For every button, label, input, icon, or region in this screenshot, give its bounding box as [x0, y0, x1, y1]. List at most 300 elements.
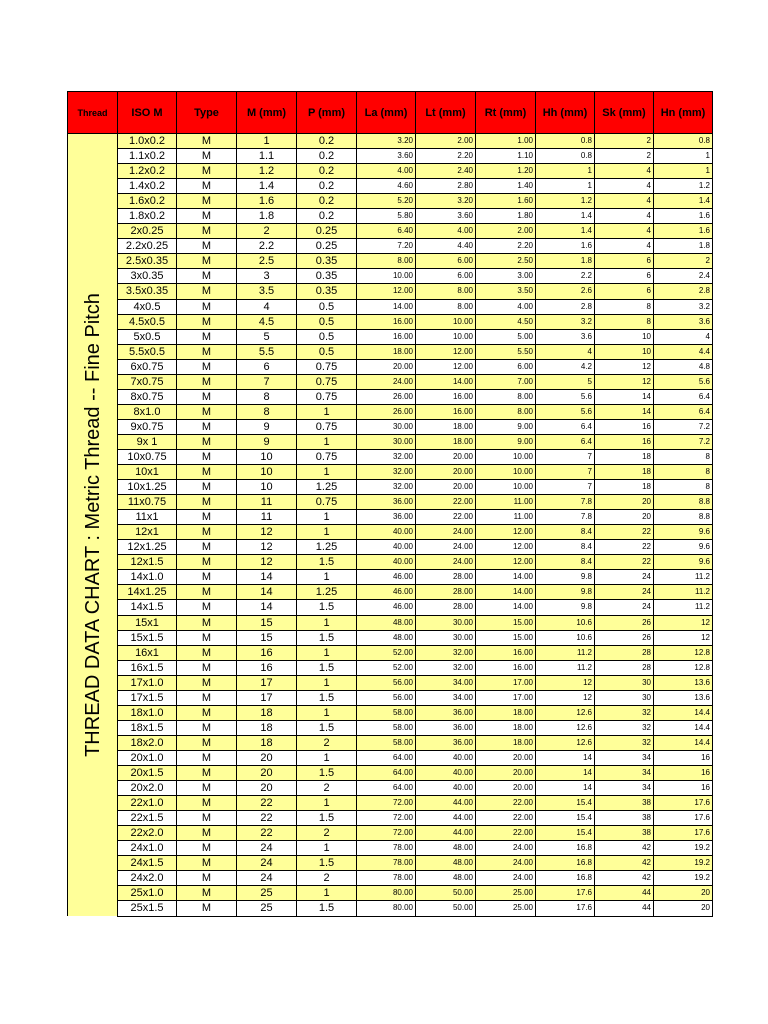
cell-la-mm: 12.00 [357, 284, 416, 299]
cell-type: M [177, 781, 237, 796]
table-row [68, 615, 713, 630]
cell-p-mm: 0.5 [297, 329, 357, 344]
cell-lt-mm: 50.00 [416, 901, 476, 916]
thread-data-table [67, 91, 713, 917]
cell-type: M [177, 645, 237, 660]
cell-m-mm: 20 [237, 781, 297, 796]
cell-la-mm: 14.00 [357, 299, 416, 314]
cell-p-mm: 1 [297, 796, 357, 811]
cell-hh-mm: 1.2 [536, 194, 595, 209]
cell-hn-mm: 14.4 [654, 735, 713, 750]
cell-type: M [177, 434, 237, 449]
cell-rt-mm: 2.00 [476, 224, 536, 239]
cell-sk-mm: 2 [595, 149, 654, 164]
cell-iso-m: 1.6x0.2 [118, 194, 177, 209]
cell-iso-m: 3.5x0.35 [118, 284, 177, 299]
cell-iso-m: 14x1.5 [118, 600, 177, 615]
cell-iso-m: 24x1.5 [118, 856, 177, 871]
header-thread: Thread [68, 92, 118, 134]
cell-type: M [177, 164, 237, 179]
cell-hh-mm: 2.8 [536, 299, 595, 314]
cell-hn-mm: 4.8 [654, 359, 713, 374]
cell-m-mm: 3.5 [237, 284, 297, 299]
cell-rt-mm: 12.00 [476, 525, 536, 540]
cell-rt-mm: 15.00 [476, 615, 536, 630]
table-row [68, 811, 713, 826]
cell-hn-mm: 9.6 [654, 555, 713, 570]
cell-hn-mm: 19.2 [654, 856, 713, 871]
cell-lt-mm: 24.00 [416, 555, 476, 570]
table-row [68, 585, 713, 600]
cell-p-mm: 1 [297, 841, 357, 856]
cell-lt-mm: 20.00 [416, 449, 476, 464]
cell-p-mm: 1.5 [297, 555, 357, 570]
cell-m-mm: 22 [237, 826, 297, 841]
cell-sk-mm: 30 [595, 675, 654, 690]
cell-sk-mm: 14 [595, 389, 654, 404]
cell-sk-mm: 42 [595, 871, 654, 886]
cell-hn-mm: 19.2 [654, 841, 713, 856]
table-row [68, 765, 713, 780]
table-row [68, 660, 713, 675]
cell-iso-m: 1.8x0.2 [118, 209, 177, 224]
cell-lt-mm: 36.00 [416, 705, 476, 720]
cell-type: M [177, 449, 237, 464]
cell-sk-mm: 4 [595, 209, 654, 224]
cell-type: M [177, 630, 237, 645]
cell-p-mm: 0.5 [297, 344, 357, 359]
cell-m-mm: 10 [237, 465, 297, 480]
cell-la-mm: 30.00 [357, 434, 416, 449]
cell-rt-mm: 10.00 [476, 465, 536, 480]
cell-rt-mm: 24.00 [476, 841, 536, 856]
cell-lt-mm: 34.00 [416, 675, 476, 690]
cell-la-mm: 72.00 [357, 811, 416, 826]
cell-hh-mm: 15.4 [536, 796, 595, 811]
cell-iso-m: 25x1.5 [118, 901, 177, 916]
cell-rt-mm: 25.00 [476, 901, 536, 916]
cell-la-mm: 4.60 [357, 179, 416, 194]
cell-iso-m: 6x0.75 [118, 359, 177, 374]
table-row [68, 284, 713, 299]
cell-type: M [177, 901, 237, 916]
cell-hh-mm: 10.6 [536, 630, 595, 645]
cell-hn-mm: 11.2 [654, 570, 713, 585]
cell-hn-mm: 8 [654, 465, 713, 480]
cell-rt-mm: 12.00 [476, 540, 536, 555]
cell-type: M [177, 209, 237, 224]
cell-hh-mm: 2.2 [536, 269, 595, 284]
cell-iso-m: 15x1 [118, 615, 177, 630]
cell-iso-m: 2.2x0.25 [118, 239, 177, 254]
cell-hn-mm: 14.4 [654, 705, 713, 720]
cell-hn-mm: 8 [654, 449, 713, 464]
cell-iso-m: 16x1.5 [118, 660, 177, 675]
cell-sk-mm: 16 [595, 419, 654, 434]
cell-lt-mm: 18.00 [416, 434, 476, 449]
cell-la-mm: 72.00 [357, 796, 416, 811]
cell-p-mm: 1 [297, 570, 357, 585]
cell-type: M [177, 224, 237, 239]
cell-sk-mm: 4 [595, 164, 654, 179]
cell-iso-m: 1.1x0.2 [118, 149, 177, 164]
cell-lt-mm: 12.00 [416, 359, 476, 374]
cell-p-mm: 1 [297, 434, 357, 449]
cell-iso-m: 15x1.5 [118, 630, 177, 645]
cell-hh-mm: 5 [536, 374, 595, 389]
cell-iso-m: 2x0.25 [118, 224, 177, 239]
cell-iso-m: 22x2.0 [118, 826, 177, 841]
cell-p-mm: 0.5 [297, 314, 357, 329]
cell-type: M [177, 510, 237, 525]
cell-rt-mm: 5.00 [476, 329, 536, 344]
cell-type: M [177, 720, 237, 735]
cell-m-mm: 16 [237, 645, 297, 660]
cell-hn-mm: 1.4 [654, 194, 713, 209]
cell-hh-mm: 14 [536, 781, 595, 796]
cell-hh-mm: 9.8 [536, 600, 595, 615]
table-row [68, 269, 713, 284]
cell-sk-mm: 34 [595, 781, 654, 796]
cell-p-mm: 1.5 [297, 630, 357, 645]
cell-type: M [177, 690, 237, 705]
cell-lt-mm: 28.00 [416, 600, 476, 615]
cell-m-mm: 1.2 [237, 164, 297, 179]
cell-hn-mm: 12.8 [654, 660, 713, 675]
cell-iso-m: 3x0.35 [118, 269, 177, 284]
cell-rt-mm: 4.00 [476, 299, 536, 314]
table-row [68, 389, 713, 404]
cell-p-mm: 1 [297, 510, 357, 525]
cell-hn-mm: 3.6 [654, 314, 713, 329]
cell-m-mm: 16 [237, 660, 297, 675]
cell-rt-mm: 1.20 [476, 164, 536, 179]
cell-hh-mm: 8.4 [536, 540, 595, 555]
cell-hh-mm: 6.4 [536, 419, 595, 434]
cell-m-mm: 5 [237, 329, 297, 344]
cell-sk-mm: 42 [595, 856, 654, 871]
table-row [68, 510, 713, 525]
cell-hn-mm: 7.2 [654, 434, 713, 449]
cell-rt-mm: 5.50 [476, 344, 536, 359]
cell-m-mm: 11 [237, 510, 297, 525]
cell-hn-mm: 19.2 [654, 871, 713, 886]
cell-rt-mm: 20.00 [476, 750, 536, 765]
table-row [68, 841, 713, 856]
table-row [68, 374, 713, 389]
cell-hh-mm: 5.6 [536, 404, 595, 419]
cell-hh-mm: 7 [536, 465, 595, 480]
cell-rt-mm: 10.00 [476, 449, 536, 464]
cell-p-mm: 0.75 [297, 389, 357, 404]
cell-rt-mm: 1.80 [476, 209, 536, 224]
cell-type: M [177, 419, 237, 434]
cell-type: M [177, 675, 237, 690]
cell-sk-mm: 4 [595, 179, 654, 194]
cell-la-mm: 46.00 [357, 570, 416, 585]
cell-lt-mm: 2.40 [416, 164, 476, 179]
cell-la-mm: 46.00 [357, 600, 416, 615]
cell-iso-m: 1.2x0.2 [118, 164, 177, 179]
cell-type: M [177, 149, 237, 164]
header-p-mm: P (mm) [297, 92, 357, 134]
cell-rt-mm: 14.00 [476, 600, 536, 615]
cell-p-mm: 0.25 [297, 224, 357, 239]
cell-la-mm: 16.00 [357, 329, 416, 344]
cell-p-mm: 1.5 [297, 690, 357, 705]
cell-sk-mm: 32 [595, 705, 654, 720]
cell-rt-mm: 3.00 [476, 269, 536, 284]
cell-la-mm: 5.20 [357, 194, 416, 209]
cell-lt-mm: 34.00 [416, 690, 476, 705]
cell-m-mm: 4.5 [237, 314, 297, 329]
cell-p-mm: 1.5 [297, 600, 357, 615]
cell-la-mm: 52.00 [357, 645, 416, 660]
cell-rt-mm: 15.00 [476, 630, 536, 645]
cell-iso-m: 22x1.0 [118, 796, 177, 811]
cell-type: M [177, 525, 237, 540]
cell-hh-mm: 5.6 [536, 389, 595, 404]
cell-lt-mm: 16.00 [416, 389, 476, 404]
cell-hn-mm: 11.2 [654, 585, 713, 600]
cell-lt-mm: 20.00 [416, 465, 476, 480]
cell-la-mm: 72.00 [357, 826, 416, 841]
cell-type: M [177, 194, 237, 209]
cell-m-mm: 20 [237, 750, 297, 765]
table-row [68, 134, 713, 149]
cell-m-mm: 8 [237, 389, 297, 404]
cell-la-mm: 18.00 [357, 344, 416, 359]
cell-m-mm: 14 [237, 585, 297, 600]
cell-lt-mm: 22.00 [416, 510, 476, 525]
cell-lt-mm: 2.00 [416, 134, 476, 149]
cell-iso-m: 4x0.5 [118, 299, 177, 314]
cell-iso-m: 11x0.75 [118, 495, 177, 510]
cell-p-mm: 1 [297, 465, 357, 480]
cell-sk-mm: 6 [595, 269, 654, 284]
cell-la-mm: 26.00 [357, 389, 416, 404]
cell-la-mm: 3.20 [357, 134, 416, 149]
cell-m-mm: 10 [237, 480, 297, 495]
cell-sk-mm: 16 [595, 434, 654, 449]
cell-hn-mm: 4 [654, 329, 713, 344]
cell-lt-mm: 30.00 [416, 615, 476, 630]
cell-iso-m: 11x1 [118, 510, 177, 525]
cell-m-mm: 14 [237, 600, 297, 615]
cell-p-mm: 2 [297, 735, 357, 750]
cell-rt-mm: 22.00 [476, 796, 536, 811]
cell-hh-mm: 6.4 [536, 434, 595, 449]
table-row [68, 404, 713, 419]
cell-hn-mm: 14.4 [654, 720, 713, 735]
cell-rt-mm: 16.00 [476, 645, 536, 660]
cell-sk-mm: 26 [595, 615, 654, 630]
cell-rt-mm: 8.00 [476, 404, 536, 419]
table-row [68, 344, 713, 359]
cell-p-mm: 0.2 [297, 209, 357, 224]
cell-p-mm: 1 [297, 750, 357, 765]
table-row [68, 525, 713, 540]
table-row [68, 194, 713, 209]
cell-p-mm: 0.2 [297, 134, 357, 149]
cell-la-mm: 64.00 [357, 750, 416, 765]
cell-lt-mm: 28.00 [416, 570, 476, 585]
cell-sk-mm: 34 [595, 765, 654, 780]
cell-rt-mm: 18.00 [476, 735, 536, 750]
cell-hn-mm: 8.8 [654, 510, 713, 525]
cell-la-mm: 32.00 [357, 465, 416, 480]
cell-hh-mm: 7.8 [536, 495, 595, 510]
cell-sk-mm: 20 [595, 495, 654, 510]
cell-type: M [177, 750, 237, 765]
cell-hh-mm: 1 [536, 164, 595, 179]
cell-p-mm: 0.2 [297, 164, 357, 179]
cell-p-mm: 1.25 [297, 480, 357, 495]
cell-la-mm: 78.00 [357, 841, 416, 856]
cell-iso-m: 24x2.0 [118, 871, 177, 886]
cell-iso-m: 10x1 [118, 465, 177, 480]
cell-iso-m: 18x1.0 [118, 705, 177, 720]
cell-sk-mm: 30 [595, 690, 654, 705]
cell-type: M [177, 465, 237, 480]
cell-type: M [177, 404, 237, 419]
cell-hh-mm: 2.6 [536, 284, 595, 299]
cell-hh-mm: 9.8 [536, 585, 595, 600]
cell-sk-mm: 28 [595, 645, 654, 660]
cell-hh-mm: 7.8 [536, 510, 595, 525]
table-row [68, 600, 713, 615]
cell-rt-mm: 1.40 [476, 179, 536, 194]
cell-type: M [177, 179, 237, 194]
table-row [68, 750, 713, 765]
cell-m-mm: 7 [237, 374, 297, 389]
header-hh-mm: Hh (mm) [536, 92, 595, 134]
cell-iso-m: 12x1 [118, 525, 177, 540]
cell-rt-mm: 22.00 [476, 826, 536, 841]
table-row [68, 434, 713, 449]
cell-hn-mm: 4.4 [654, 344, 713, 359]
cell-type: M [177, 796, 237, 811]
table-row [68, 449, 713, 464]
cell-rt-mm: 1.60 [476, 194, 536, 209]
table-row [68, 826, 713, 841]
cell-rt-mm: 9.00 [476, 419, 536, 434]
cell-type: M [177, 600, 237, 615]
cell-lt-mm: 44.00 [416, 796, 476, 811]
cell-rt-mm: 17.00 [476, 675, 536, 690]
cell-sk-mm: 44 [595, 886, 654, 901]
cell-m-mm: 18 [237, 705, 297, 720]
cell-type: M [177, 585, 237, 600]
cell-la-mm: 5.80 [357, 209, 416, 224]
cell-type: M [177, 389, 237, 404]
cell-iso-m: 8x0.75 [118, 389, 177, 404]
cell-p-mm: 2 [297, 781, 357, 796]
cell-la-mm: 58.00 [357, 735, 416, 750]
cell-hh-mm: 14 [536, 765, 595, 780]
cell-m-mm: 1 [237, 134, 297, 149]
cell-sk-mm: 4 [595, 224, 654, 239]
cell-type: M [177, 705, 237, 720]
header-sk-mm: Sk (mm) [595, 92, 654, 134]
cell-hh-mm: 12.6 [536, 735, 595, 750]
cell-hn-mm: 17.6 [654, 811, 713, 826]
cell-m-mm: 24 [237, 856, 297, 871]
cell-type: M [177, 269, 237, 284]
cell-type: M [177, 299, 237, 314]
header-row [68, 92, 713, 134]
cell-p-mm: 0.75 [297, 374, 357, 389]
cell-lt-mm: 50.00 [416, 886, 476, 901]
cell-lt-mm: 36.00 [416, 735, 476, 750]
cell-la-mm: 30.00 [357, 419, 416, 434]
cell-rt-mm: 1.00 [476, 134, 536, 149]
cell-sk-mm: 38 [595, 796, 654, 811]
table-row [68, 781, 713, 796]
cell-hn-mm: 20 [654, 886, 713, 901]
table-row [68, 705, 713, 720]
cell-hh-mm: 1.4 [536, 224, 595, 239]
table-row [68, 690, 713, 705]
cell-p-mm: 0.35 [297, 284, 357, 299]
cell-p-mm: 1 [297, 886, 357, 901]
cell-m-mm: 1.8 [237, 209, 297, 224]
chart-title: THREAD DATA CHART : Metric Thread -- Fine Pitch [81, 293, 104, 757]
table-row [68, 239, 713, 254]
cell-la-mm: 56.00 [357, 675, 416, 690]
cell-lt-mm: 2.80 [416, 179, 476, 194]
cell-sk-mm: 4 [595, 194, 654, 209]
cell-rt-mm: 18.00 [476, 720, 536, 735]
table-row [68, 856, 713, 871]
cell-rt-mm: 10.00 [476, 480, 536, 495]
cell-m-mm: 6 [237, 359, 297, 374]
cell-p-mm: 1.5 [297, 856, 357, 871]
table-row [68, 209, 713, 224]
cell-sk-mm: 32 [595, 735, 654, 750]
cell-hh-mm: 7 [536, 449, 595, 464]
cell-p-mm: 1 [297, 615, 357, 630]
cell-m-mm: 1.1 [237, 149, 297, 164]
cell-sk-mm: 32 [595, 720, 654, 735]
cell-type: M [177, 239, 237, 254]
cell-la-mm: 52.00 [357, 660, 416, 675]
cell-sk-mm: 28 [595, 660, 654, 675]
cell-m-mm: 1.6 [237, 194, 297, 209]
thread-title-cell [68, 134, 118, 917]
cell-lt-mm: 48.00 [416, 841, 476, 856]
table-row [68, 164, 713, 179]
cell-la-mm: 46.00 [357, 585, 416, 600]
cell-sk-mm: 10 [595, 344, 654, 359]
table-row [68, 570, 713, 585]
cell-hn-mm: 1.6 [654, 209, 713, 224]
cell-m-mm: 14 [237, 570, 297, 585]
cell-sk-mm: 12 [595, 374, 654, 389]
cell-hn-mm: 0.8 [654, 134, 713, 149]
cell-m-mm: 25 [237, 901, 297, 916]
cell-hh-mm: 9.8 [536, 570, 595, 585]
cell-sk-mm: 44 [595, 901, 654, 916]
cell-iso-m: 5.5x0.5 [118, 344, 177, 359]
cell-m-mm: 17 [237, 690, 297, 705]
cell-rt-mm: 24.00 [476, 871, 536, 886]
cell-p-mm: 1 [297, 705, 357, 720]
cell-la-mm: 32.00 [357, 480, 416, 495]
cell-m-mm: 2.2 [237, 239, 297, 254]
cell-sk-mm: 18 [595, 465, 654, 480]
cell-hn-mm: 9.6 [654, 525, 713, 540]
